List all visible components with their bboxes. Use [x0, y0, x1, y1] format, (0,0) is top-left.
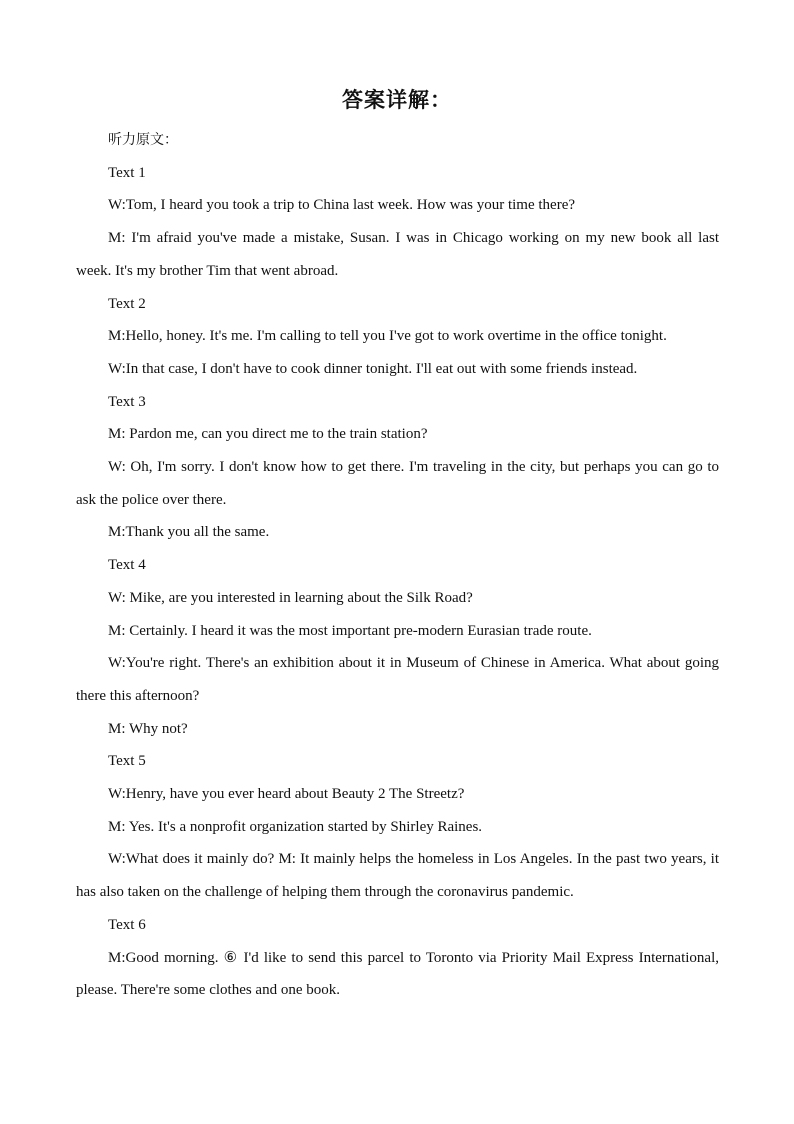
dialogue-line: W: Oh, I'm sorry. I don't know how to get there. I'm traveling in the city, but perhaps you can go to ask the police over there. [76, 459, 719, 508]
dialogue-line: M:Hello, honey. It's me. I'm calling to tell you I've got to work overtime in the office tonight. [108, 328, 667, 345]
document-body [76, 124, 719, 1007]
dialogue-line: W:What does it mainly do? M: It mainly helps the homeless in Los Angeles. In the past two years, it has also taken on the challenge of helping them through the coronavirus pandemic. [76, 851, 719, 901]
dialogue-line: M: Why not? [108, 720, 188, 737]
dialogue-line: M: I'm afraid you've made a mistake, Susan. I was in Chicago working on my new book all last week. It's my brother Tim that went abroad. [76, 230, 719, 279]
text-heading: Text 2 [108, 295, 146, 312]
text-heading: Text 4 [108, 557, 146, 574]
dialogue-line: W:In that case, I don't have to cook dinner tonight. I'll eat out with some friends instead. [108, 360, 638, 377]
dialogue-line: M: Yes. It's a nonprofit organization started by Shirley Raines. [108, 818, 483, 835]
dialogue-line: M:Thank you all the same. [108, 524, 270, 541]
dialogue-line: W:Henry, have you ever heard about Beauty 2 The Streetz? [108, 786, 465, 803]
dialogue-line: W: Mike, are you interested in learning about the Silk Road? [108, 589, 473, 606]
section-heading: 听力原文： [108, 132, 178, 148]
text-heading: Text 1 [108, 164, 146, 181]
dialogue-line: W:Tom, I heard you took a trip to China last week. How was your time there? [108, 197, 576, 214]
text-heading: Text 6 [108, 916, 146, 933]
dialogue-line: M:Good morning. ⑥ I'd like to send this parcel to Toronto via Priority Mail Express International, please. There're some clothes and one book. [76, 949, 719, 999]
dialogue-line: M: Pardon me, can you direct me to the train station? [108, 426, 428, 443]
page-title: 答案详解： [342, 88, 452, 112]
dialogue-line: M: Certainly. I heard it was the most important pre-modern Eurasian trade route. [108, 622, 592, 639]
text-heading: Text 3 [108, 393, 146, 410]
dialogue-line: W:You're right. There's an exhibition about it in Museum of Chinese in America. What about going there this afternoon? [76, 655, 719, 704]
text-heading: Text 5 [108, 753, 146, 770]
